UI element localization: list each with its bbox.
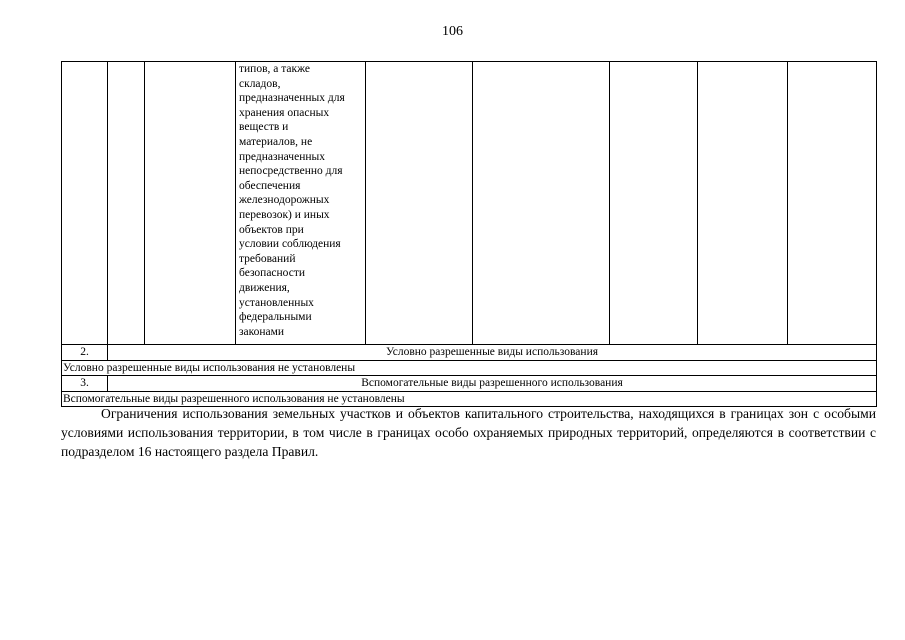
section-note: Условно разрешенные виды использования не установлены: [62, 360, 877, 376]
table-row: [62, 62, 877, 345]
land-use-table: [61, 61, 877, 407]
section-number: 2.: [62, 345, 108, 361]
table-cell: [610, 62, 698, 345]
table-cell: [62, 62, 108, 345]
table-cell: [145, 62, 236, 345]
section-number: 3.: [62, 376, 108, 392]
table-cell: [473, 62, 610, 345]
table-cell: [108, 62, 145, 345]
section-title: Условно разрешенные виды использования: [108, 345, 877, 361]
restrictions-paragraph: Ограничения использования земельных участков и объектов капитального строительства, находящихся в границах зон с особыми условиями использования территории, в том числе в границах особо охраняемых природных территорий, определяются в соответствии с подразделом 16 настоящего раздела Правил.: [61, 406, 876, 459]
page-number: 106: [442, 24, 463, 39]
section-note: Вспомогательные виды разрешенного использования не установлены: [62, 391, 877, 407]
table-cell: [366, 62, 473, 345]
section-note-row: [62, 360, 877, 376]
table-cell: [236, 62, 366, 345]
table-cell: [788, 62, 877, 345]
section-title: Вспомогательные виды разрешенного использования: [108, 376, 877, 392]
section-header-row: [62, 376, 877, 392]
section-header-row: [62, 345, 877, 361]
table-cell: [698, 62, 788, 345]
use-description: типов, а также складов, предназначенных для хранения опасных веществ и материалов, не предназначенных непосредственно для обеспечения железнодорожных перевозок) и иных объектов при условии соблюдения требований безопасности движения, установленных федеральными законами: [239, 63, 345, 338]
